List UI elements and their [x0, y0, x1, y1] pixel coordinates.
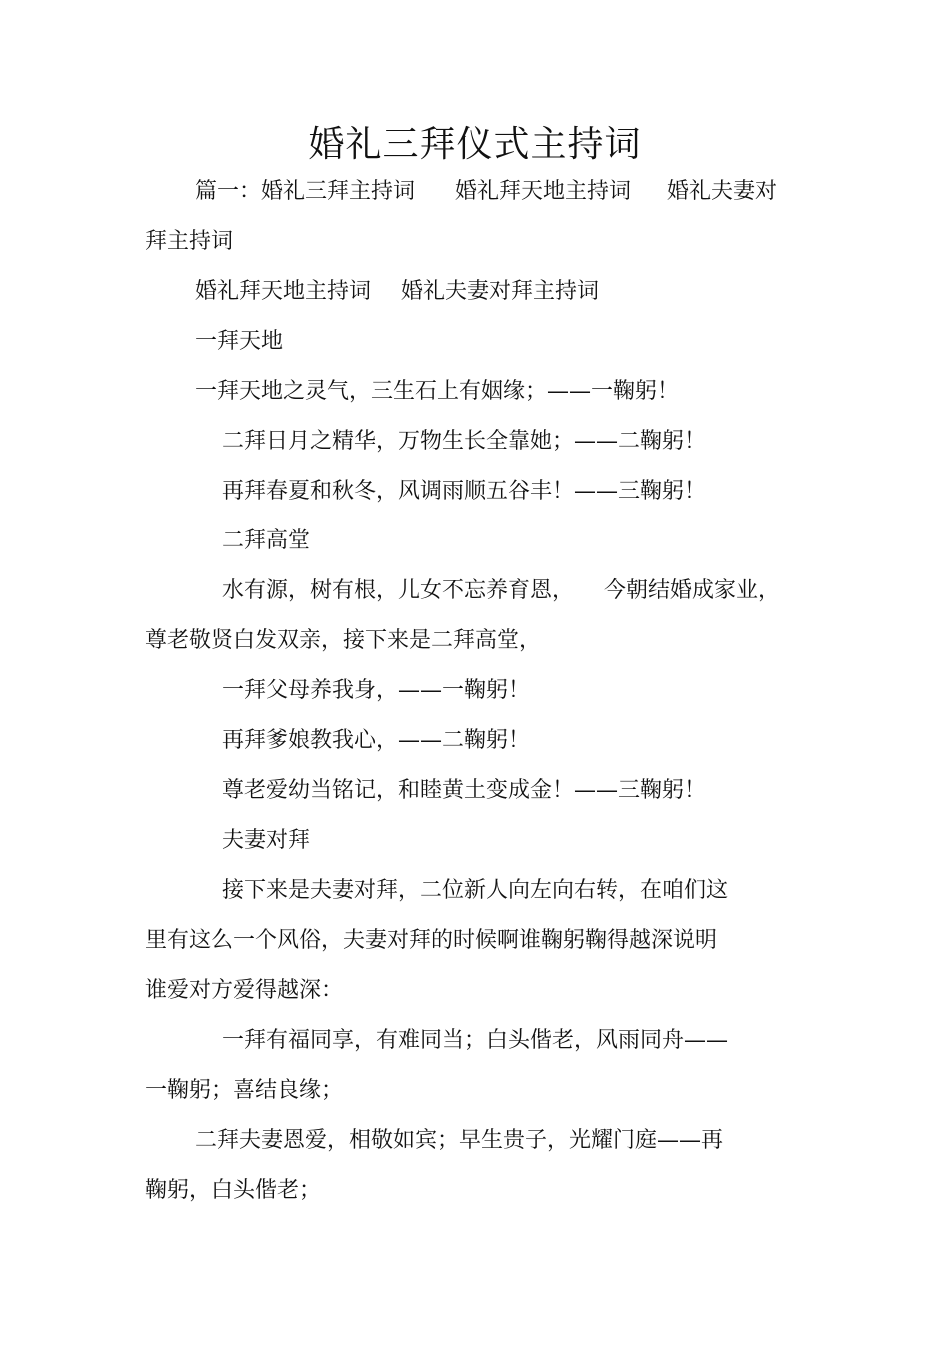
text-line-15: 接下来是夫妻对拜，二位新人向左向右转，在咱们这	[222, 878, 729, 903]
document-title: 婚礼三拜仪式主持词	[308, 124, 642, 165]
text-line-2: 拜主持词	[145, 229, 234, 254]
text-line-16: 里有这么一个风俗，夫妻对拜的时候啊谁鞠躬鞠得越深说明	[145, 928, 718, 953]
text-line-1	[195, 177, 777, 207]
text-line-6: 二拜日月之精华，万物生长全靠她；——二鞠躬！	[222, 429, 707, 454]
text-line-11: 一拜父母养我身，——一鞠躬！	[222, 678, 531, 703]
section-heading: 二拜高堂	[222, 528, 311, 553]
text-line-12: 再拜爹娘教我心，——二鞠躬！	[222, 728, 531, 753]
text-fragment: 篇一：婚礼三拜主持词	[195, 179, 416, 204]
text-fragment: 婚礼拜天地主持词	[195, 279, 372, 304]
text-line-20: 二拜夫妻恩爱，相敬如宾；早生贵子，光耀门庭——再	[195, 1128, 724, 1153]
text-line-13: 尊老爱幼当铭记，和睦黄土变成金！——三鞠躬！	[222, 778, 707, 803]
section-heading: 夫妻对拜	[222, 828, 311, 853]
text-line-19: 一鞠躬；喜结良缘；	[145, 1078, 344, 1103]
text-line-9	[222, 576, 780, 606]
section-heading: 一拜天地	[195, 329, 284, 354]
text-fragment: 今朝结婚成家业，	[604, 578, 781, 603]
text-line-3	[195, 277, 599, 307]
text-line-17: 谁爱对方爱得越深：	[145, 978, 344, 1003]
text-fragment: 婚礼拜天地主持词	[455, 179, 632, 204]
text-line-5: 一拜天地之灵气，三生石上有姻缘；——一鞠躬！	[195, 379, 680, 404]
text-fragment: 婚礼夫妻对	[667, 179, 778, 204]
text-line-7: 再拜春夏和秋冬，风调雨顺五谷丰！——三鞠躬！	[222, 479, 707, 504]
text-line-10: 尊老敬贤白发双亲，接下来是二拜高堂，	[145, 628, 542, 653]
text-line-18: 一拜有福同享，有难同当；白头偕老，风雨同舟——	[222, 1028, 729, 1053]
text-fragment: 婚礼夫妻对拜主持词	[401, 279, 600, 304]
text-fragment: 水有源，树有根，儿女不忘养育恩，	[222, 578, 575, 603]
text-line-21: 鞠躬，白头偕老；	[145, 1178, 322, 1203]
